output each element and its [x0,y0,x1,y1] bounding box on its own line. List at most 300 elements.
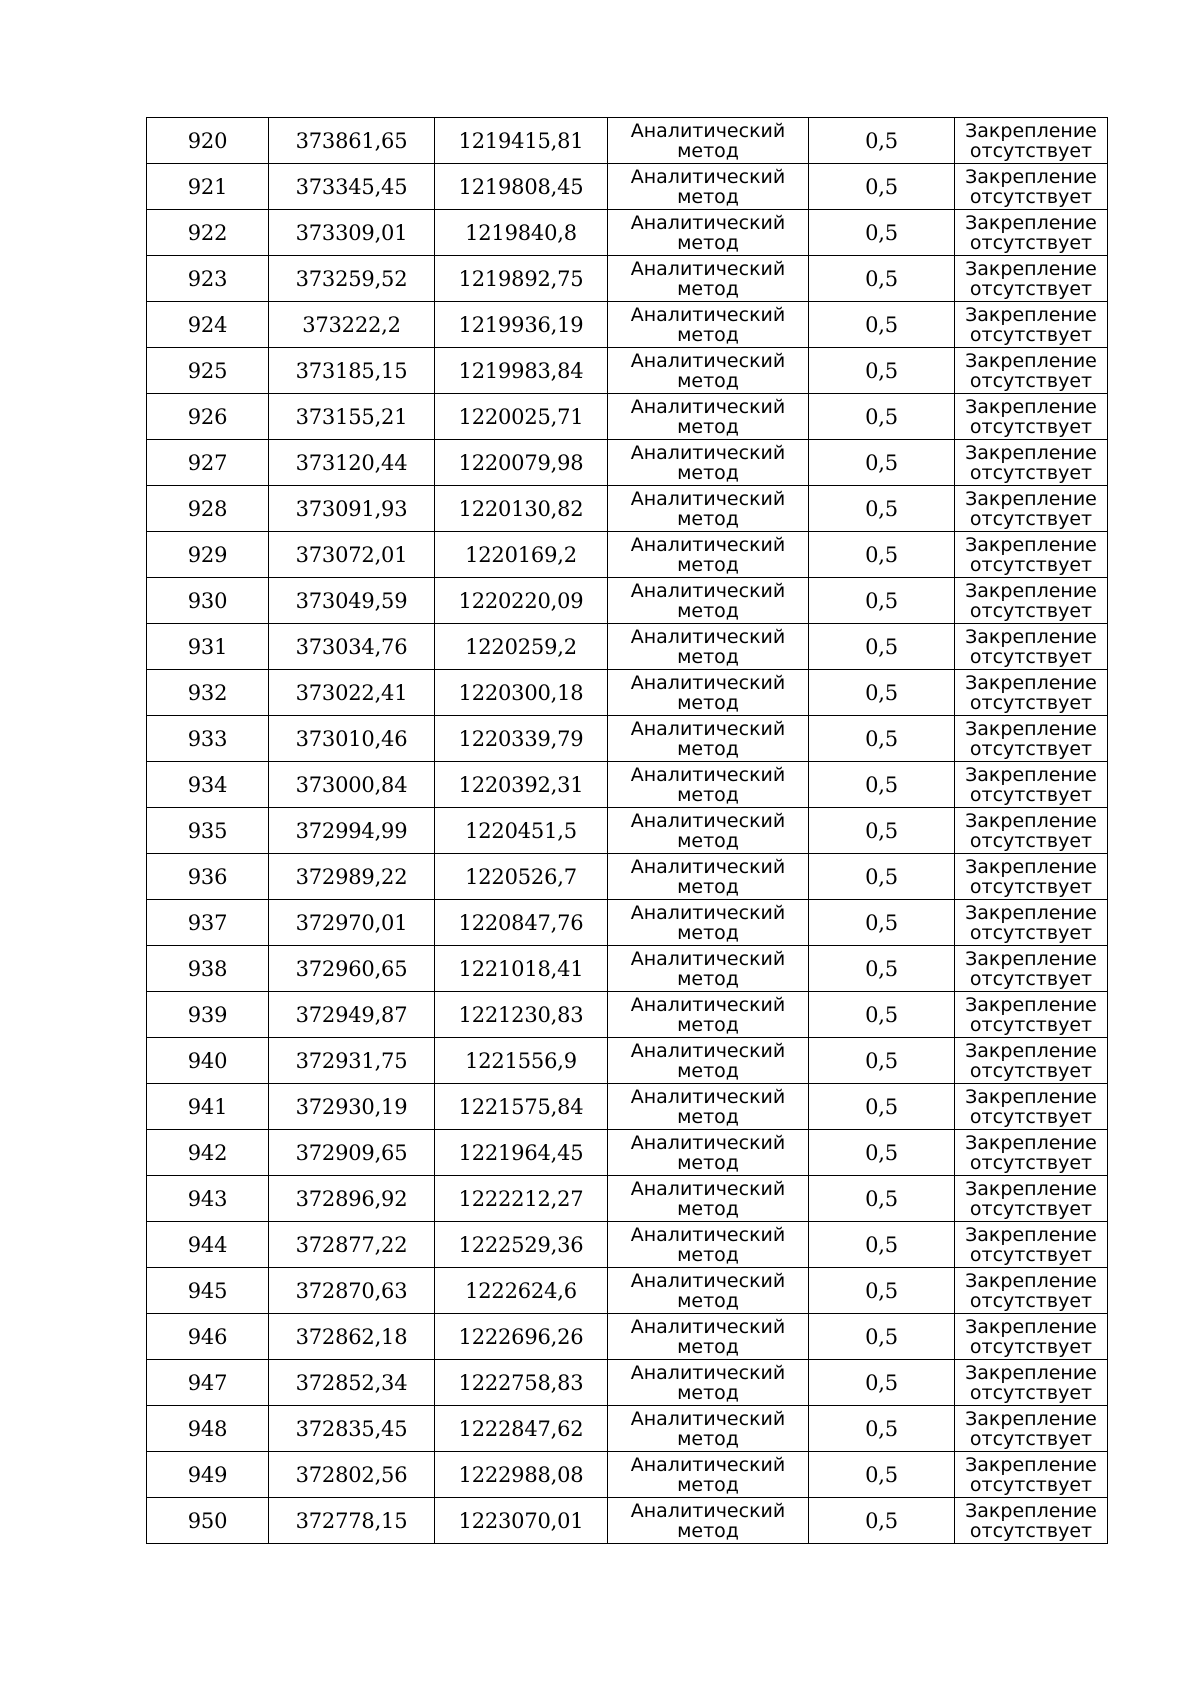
fixation-line-2: отсутствует [969,139,1093,162]
fixation-line-1: Закрепление [965,1039,1097,1062]
accuracy-cell: 0,5 [809,1038,955,1084]
method-line-1: Аналитический [630,855,786,878]
x-coordinate-cell: 373222,2 [269,302,435,348]
method-line-1: Аналитический [630,947,786,970]
table-row [147,1176,1108,1222]
method-line-1: Аналитический [630,1223,786,1246]
method-line-2: метод [677,1335,739,1358]
accuracy-cell: 0,5 [809,1498,955,1544]
method-cell [608,762,809,808]
method-line-1: Аналитический [630,1361,786,1384]
point-number-cell: 935 [147,808,269,854]
method-cell [608,118,809,164]
table-row [147,808,1108,854]
y-coordinate-cell: 1220339,79 [435,716,608,762]
method-cell [608,946,809,992]
table-row [147,210,1108,256]
method-cell [608,1314,809,1360]
method-line-1: Аналитический [630,579,786,602]
method-line-2: метод [677,1013,739,1036]
fixation-line-2: отсутствует [969,875,1093,898]
y-coordinate-cell: 1219415,81 [435,118,608,164]
fixation-cell [955,900,1108,946]
table-row [147,1498,1108,1544]
fixation-line-2: отсутствует [969,1473,1093,1496]
x-coordinate-cell: 373309,01 [269,210,435,256]
method-line-1: Аналитический [630,119,786,142]
method-cell [608,1452,809,1498]
method-cell [608,532,809,578]
method-cell [608,1406,809,1452]
accuracy-cell: 0,5 [809,394,955,440]
point-number-cell: 924 [147,302,269,348]
fixation-line-2: отсутствует [969,369,1093,392]
x-coordinate-cell: 373861,65 [269,118,435,164]
point-number-cell: 941 [147,1084,269,1130]
fixation-line-2: отсутствует [969,1427,1093,1450]
fixation-cell [955,670,1108,716]
table-row [147,1360,1108,1406]
method-line-1: Аналитический [630,395,786,418]
fixation-cell [955,716,1108,762]
y-coordinate-cell: 1219936,19 [435,302,608,348]
method-cell [608,1498,809,1544]
fixation-line-1: Закрепление [965,257,1097,280]
fixation-cell [955,578,1108,624]
fixation-line-1: Закрепление [965,211,1097,234]
fixation-line-2: отсутствует [969,691,1093,714]
point-number-cell: 928 [147,486,269,532]
x-coordinate-cell: 372802,56 [269,1452,435,1498]
y-coordinate-cell: 1222212,27 [435,1176,608,1222]
y-coordinate-cell: 1221575,84 [435,1084,608,1130]
fixation-line-2: отсутствует [969,1519,1093,1542]
table-row [147,992,1108,1038]
method-line-1: Аналитический [630,671,786,694]
point-number-cell: 947 [147,1360,269,1406]
accuracy-cell: 0,5 [809,1452,955,1498]
accuracy-cell: 0,5 [809,302,955,348]
accuracy-cell: 0,5 [809,118,955,164]
y-coordinate-cell: 1222847,62 [435,1406,608,1452]
accuracy-cell: 0,5 [809,1176,955,1222]
table-row [147,440,1108,486]
method-line-1: Аналитический [630,533,786,556]
fixation-cell [955,1130,1108,1176]
method-cell [608,486,809,532]
fixation-line-1: Закрепление [965,165,1097,188]
fixation-line-2: отсутствует [969,553,1093,576]
x-coordinate-cell: 372989,22 [269,854,435,900]
fixation-cell [955,1360,1108,1406]
method-line-2: метод [677,1381,739,1404]
table-row [147,1084,1108,1130]
table-row [147,1452,1108,1498]
point-number-cell: 927 [147,440,269,486]
fixation-line-1: Закрепление [965,1085,1097,1108]
fixation-cell [955,394,1108,440]
accuracy-cell: 0,5 [809,210,955,256]
y-coordinate-cell: 1221556,9 [435,1038,608,1084]
point-number-cell: 929 [147,532,269,578]
method-line-2: метод [677,323,739,346]
method-cell [608,716,809,762]
method-cell [608,210,809,256]
x-coordinate-cell: 373091,93 [269,486,435,532]
y-coordinate-cell: 1220025,71 [435,394,608,440]
fixation-line-2: отсутствует [969,1197,1093,1220]
accuracy-cell: 0,5 [809,1084,955,1130]
fixation-cell [955,762,1108,808]
method-cell [608,348,809,394]
table-row [147,486,1108,532]
method-line-2: метод [677,1059,739,1082]
accuracy-cell: 0,5 [809,348,955,394]
table-row [147,854,1108,900]
fixation-cell [955,1406,1108,1452]
fixation-line-1: Закрепление [965,993,1097,1016]
accuracy-cell: 0,5 [809,1130,955,1176]
x-coordinate-cell: 372835,45 [269,1406,435,1452]
fixation-line-2: отсутствует [969,737,1093,760]
method-line-1: Аналитический [630,717,786,740]
method-line-2: метод [677,783,739,806]
method-line-2: метод [677,737,739,760]
fixation-line-1: Закрепление [965,441,1097,464]
fixation-line-2: отсутствует [969,1013,1093,1036]
fixation-line-1: Закрепление [965,533,1097,556]
y-coordinate-cell: 1222529,36 [435,1222,608,1268]
fixation-line-2: отсутствует [969,1105,1093,1128]
point-number-cell: 939 [147,992,269,1038]
method-cell [608,440,809,486]
point-number-cell: 950 [147,1498,269,1544]
y-coordinate-cell: 1219808,45 [435,164,608,210]
method-line-1: Аналитический [630,1039,786,1062]
accuracy-cell: 0,5 [809,532,955,578]
method-line-1: Аналитический [630,441,786,464]
x-coordinate-cell: 373010,46 [269,716,435,762]
method-cell [608,1038,809,1084]
y-coordinate-cell: 1220259,2 [435,624,608,670]
method-line-1: Аналитический [630,809,786,832]
point-number-cell: 942 [147,1130,269,1176]
method-line-1: Аналитический [630,993,786,1016]
fixation-cell [955,854,1108,900]
accuracy-cell: 0,5 [809,900,955,946]
method-cell [608,1268,809,1314]
fixation-cell [955,256,1108,302]
fixation-line-2: отсутствует [969,461,1093,484]
fixation-line-2: отсутствует [969,507,1093,530]
fixation-cell [955,164,1108,210]
fixation-cell [955,302,1108,348]
fixation-cell [955,808,1108,854]
fixation-cell [955,1222,1108,1268]
fixation-cell [955,624,1108,670]
method-line-2: метод [677,415,739,438]
y-coordinate-cell: 1221230,83 [435,992,608,1038]
method-line-2: метод [677,1427,739,1450]
fixation-line-1: Закрепление [965,1453,1097,1476]
table-row [147,716,1108,762]
table-row [147,946,1108,992]
method-line-1: Аналитический [630,1269,786,1292]
fixation-line-1: Закрепление [965,119,1097,142]
x-coordinate-cell: 372896,92 [269,1176,435,1222]
point-number-cell: 921 [147,164,269,210]
method-cell [608,302,809,348]
fixation-line-1: Закрепление [965,901,1097,924]
y-coordinate-cell: 1221018,41 [435,946,608,992]
fixation-line-1: Закрепление [965,349,1097,372]
accuracy-cell: 0,5 [809,164,955,210]
accuracy-cell: 0,5 [809,1406,955,1452]
method-line-2: метод [677,1473,739,1496]
fixation-line-1: Закрепление [965,1223,1097,1246]
fixation-line-2: отсутствует [969,1059,1093,1082]
fixation-line-1: Закрепление [965,1361,1097,1384]
fixation-line-2: отсутствует [969,1289,1093,1312]
accuracy-cell: 0,5 [809,1268,955,1314]
method-line-2: метод [677,829,739,852]
method-line-2: метод [677,369,739,392]
table-row [147,118,1108,164]
y-coordinate-cell: 1221964,45 [435,1130,608,1176]
method-cell [608,578,809,624]
x-coordinate-cell: 372931,75 [269,1038,435,1084]
x-coordinate-cell: 373345,45 [269,164,435,210]
fixation-line-2: отсутствует [969,1335,1093,1358]
x-coordinate-cell: 372778,15 [269,1498,435,1544]
method-cell [608,1360,809,1406]
fixation-line-1: Закрепление [965,671,1097,694]
fixation-cell [955,992,1108,1038]
fixation-cell [955,1498,1108,1544]
fixation-line-1: Закрепление [965,303,1097,326]
table-row [147,256,1108,302]
accuracy-cell: 0,5 [809,1360,955,1406]
fixation-line-1: Закрепление [965,947,1097,970]
method-line-2: метод [677,461,739,484]
y-coordinate-cell: 1219892,75 [435,256,608,302]
fixation-line-1: Закрепление [965,763,1097,786]
point-number-cell: 949 [147,1452,269,1498]
method-cell [608,394,809,440]
y-coordinate-cell: 1220847,76 [435,900,608,946]
table-row [147,302,1108,348]
fixation-cell [955,118,1108,164]
x-coordinate-cell: 373072,01 [269,532,435,578]
point-number-cell: 934 [147,762,269,808]
fixation-line-2: отсутствует [969,599,1093,622]
table-row [147,1130,1108,1176]
y-coordinate-cell: 1219840,8 [435,210,608,256]
table-row [147,624,1108,670]
y-coordinate-cell: 1222696,26 [435,1314,608,1360]
table-row [147,1268,1108,1314]
method-line-1: Аналитический [630,1407,786,1430]
y-coordinate-cell: 1220130,82 [435,486,608,532]
y-coordinate-cell: 1220079,98 [435,440,608,486]
method-cell [608,854,809,900]
fixation-line-2: отсутствует [969,1243,1093,1266]
x-coordinate-cell: 373034,76 [269,624,435,670]
point-number-cell: 940 [147,1038,269,1084]
x-coordinate-cell: 373120,44 [269,440,435,486]
fixation-line-2: отсутствует [969,645,1093,668]
x-coordinate-cell: 372870,63 [269,1268,435,1314]
table-row [147,394,1108,440]
accuracy-cell: 0,5 [809,992,955,1038]
method-cell [608,900,809,946]
fixation-line-1: Закрепление [965,1177,1097,1200]
method-line-1: Аналитический [630,211,786,234]
table-row [147,348,1108,394]
fixation-line-2: отсутствует [969,967,1093,990]
method-line-1: Аналитический [630,487,786,510]
method-cell [608,1222,809,1268]
x-coordinate-cell: 372877,22 [269,1222,435,1268]
y-coordinate-cell: 1219983,84 [435,348,608,394]
method-line-1: Аналитический [630,257,786,280]
table-row [147,670,1108,716]
accuracy-cell: 0,5 [809,762,955,808]
fixation-cell [955,486,1108,532]
accuracy-cell: 0,5 [809,624,955,670]
fixation-line-2: отсутствует [969,277,1093,300]
fixation-line-1: Закрепление [965,1269,1097,1292]
accuracy-cell: 0,5 [809,670,955,716]
fixation-line-2: отсутствует [969,185,1093,208]
coordinates-table-body [147,118,1108,1544]
accuracy-cell: 0,5 [809,1222,955,1268]
accuracy-cell: 0,5 [809,256,955,302]
method-cell [608,164,809,210]
fixation-cell [955,532,1108,578]
table-row [147,900,1108,946]
fixation-cell [955,348,1108,394]
method-line-2: метод [677,1243,739,1266]
fixation-line-1: Закрепление [965,625,1097,648]
fixation-line-1: Закрепление [965,1499,1097,1522]
y-coordinate-cell: 1220300,18 [435,670,608,716]
fixation-cell [955,440,1108,486]
x-coordinate-cell: 372909,65 [269,1130,435,1176]
point-number-cell: 945 [147,1268,269,1314]
method-line-2: метод [677,1197,739,1220]
point-number-cell: 948 [147,1406,269,1452]
fixation-cell [955,1268,1108,1314]
method-line-2: метод [677,277,739,300]
method-line-2: метод [677,967,739,990]
point-number-cell: 932 [147,670,269,716]
fixation-line-1: Закрепление [965,579,1097,602]
method-line-1: Аналитический [630,1453,786,1476]
point-number-cell: 937 [147,900,269,946]
table-row [147,762,1108,808]
accuracy-cell: 0,5 [809,440,955,486]
fixation-cell [955,1038,1108,1084]
point-number-cell: 930 [147,578,269,624]
coordinates-table [146,117,1108,1544]
accuracy-cell: 0,5 [809,946,955,992]
method-line-2: метод [677,553,739,576]
table-row [147,1038,1108,1084]
accuracy-cell: 0,5 [809,486,955,532]
method-cell [608,1130,809,1176]
fixation-cell [955,1452,1108,1498]
accuracy-cell: 0,5 [809,808,955,854]
method-line-2: метод [677,921,739,944]
point-number-cell: 922 [147,210,269,256]
point-number-cell: 936 [147,854,269,900]
method-line-2: метод [677,231,739,254]
x-coordinate-cell: 372930,19 [269,1084,435,1130]
fixation-line-2: отсутствует [969,1381,1093,1404]
fixation-line-1: Закрепление [965,1315,1097,1338]
x-coordinate-cell: 372960,65 [269,946,435,992]
fixation-line-2: отсутствует [969,783,1093,806]
x-coordinate-cell: 372862,18 [269,1314,435,1360]
point-number-cell: 946 [147,1314,269,1360]
point-number-cell: 923 [147,256,269,302]
x-coordinate-cell: 373155,21 [269,394,435,440]
method-line-2: метод [677,599,739,622]
method-line-2: метод [677,691,739,714]
method-line-2: метод [677,1105,739,1128]
method-cell [608,992,809,1038]
method-line-2: метод [677,1289,739,1312]
method-line-1: Аналитический [630,1499,786,1522]
method-line-1: Аналитический [630,1131,786,1154]
fixation-line-1: Закрепление [965,487,1097,510]
fixation-line-2: отсутствует [969,231,1093,254]
fixation-line-2: отсутствует [969,323,1093,346]
fixation-line-2: отсутствует [969,415,1093,438]
y-coordinate-cell: 1222758,83 [435,1360,608,1406]
method-cell [608,670,809,716]
method-line-2: метод [677,139,739,162]
point-number-cell: 944 [147,1222,269,1268]
point-number-cell: 925 [147,348,269,394]
fixation-line-2: отсутствует [969,921,1093,944]
method-line-1: Аналитический [630,1177,786,1200]
method-cell [608,256,809,302]
fixation-cell [955,1314,1108,1360]
method-cell [608,624,809,670]
point-number-cell: 926 [147,394,269,440]
x-coordinate-cell: 373000,84 [269,762,435,808]
method-line-2: метод [677,507,739,530]
fixation-cell [955,1084,1108,1130]
x-coordinate-cell: 372970,01 [269,900,435,946]
y-coordinate-cell: 1220392,31 [435,762,608,808]
method-line-1: Аналитический [630,349,786,372]
fixation-line-1: Закрепление [965,1407,1097,1430]
y-coordinate-cell: 1223070,01 [435,1498,608,1544]
method-line-1: Аналитический [630,763,786,786]
accuracy-cell: 0,5 [809,716,955,762]
table-row [147,578,1108,624]
table-row [147,1406,1108,1452]
y-coordinate-cell: 1220526,7 [435,854,608,900]
x-coordinate-cell: 373022,41 [269,670,435,716]
method-line-1: Аналитический [630,1085,786,1108]
x-coordinate-cell: 372994,99 [269,808,435,854]
fixation-line-1: Закрепление [965,809,1097,832]
x-coordinate-cell: 373259,52 [269,256,435,302]
